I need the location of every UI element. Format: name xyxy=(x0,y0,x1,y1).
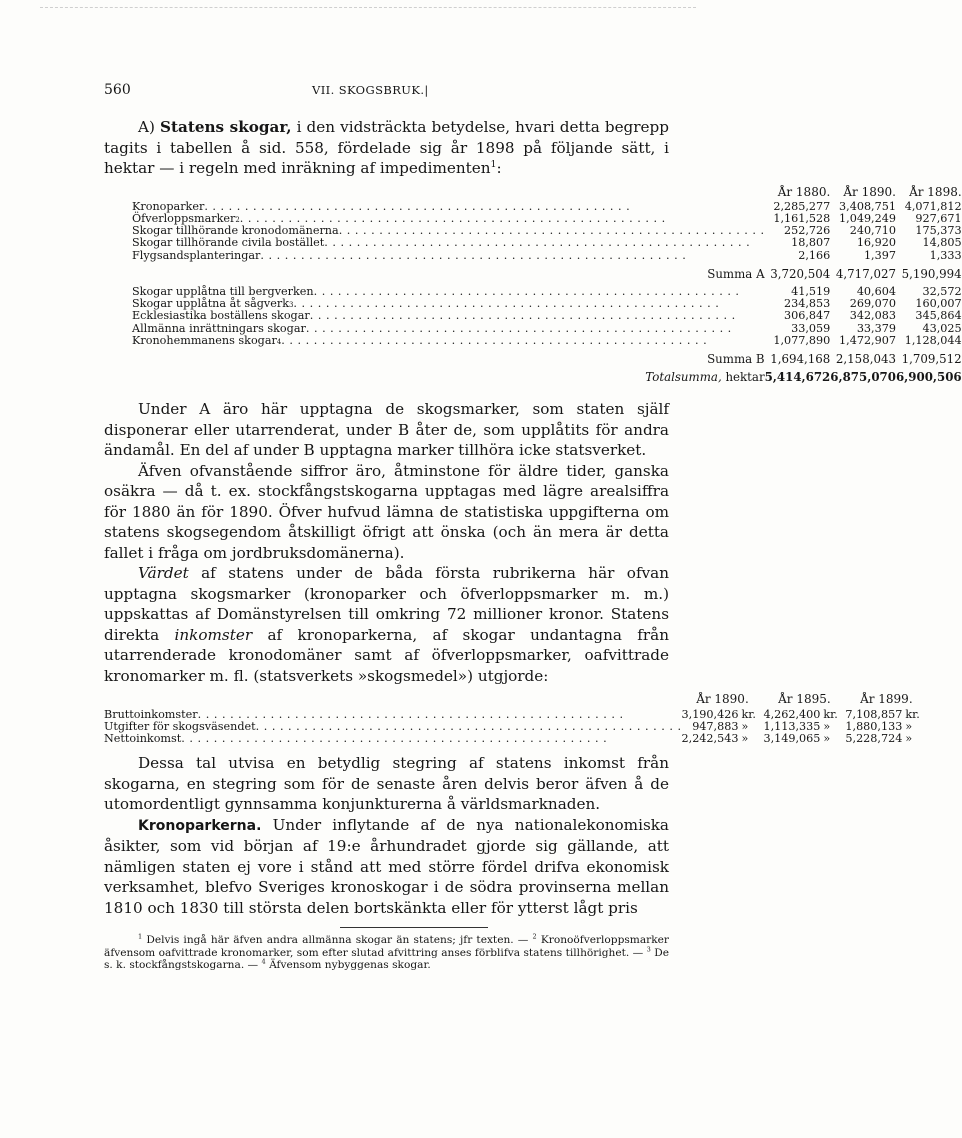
sum-b-row: Summa B 1,694,168 2,158,043 1,709,512 xyxy=(707,351,962,366)
row-label: Skogar upplåtna åt sågverk xyxy=(132,297,289,311)
income-table xyxy=(104,689,927,745)
leader-dots xyxy=(281,335,764,347)
table-cell: 160,007 xyxy=(915,297,962,311)
paragraph-5: Kronoparkerna. Under inflytande af de nya nationalekonomiska åsikter, som vid början af 19:e århundradet gjorde sig gällande, att nämligen staten ej vore i stånd att med större fördel drifva ekonomisk verksamhet, blefvo Sveriges kronoskogar i de södra provinserna mellan 1810 och 1830 till största delen bortskänkta eller för ytterst lågt pris xyxy=(104,815,669,917)
table-cell: 33,059 xyxy=(791,321,831,335)
row-label: Allmänna inrättningars skogar xyxy=(132,321,306,335)
table-cell: 43,025 xyxy=(922,321,962,335)
col-header: År 1899. xyxy=(860,692,913,707)
table-cell: 1,077,890 xyxy=(773,333,831,347)
table-cell: 3,149,065 » xyxy=(763,733,845,745)
total-row: Totalsumma, hektar 5,414,672 6,875,070 6,900,506 xyxy=(645,370,962,385)
row-label: Kronohemmanens skogar xyxy=(132,333,277,347)
table-cell: 32,572 xyxy=(922,284,962,298)
unit-label: » xyxy=(823,719,831,733)
leader-dots xyxy=(181,733,681,745)
leader-dots xyxy=(198,709,682,721)
table-cell: 345,864 xyxy=(915,309,962,323)
footnote-ref-1: 1 xyxy=(490,158,497,170)
table-cell: 7,108,857 kr. xyxy=(845,709,927,721)
page xyxy=(104,82,962,972)
intro-paragraph: A) Statens skogar, i den vidsträckta betydelse, hvari detta begrepp tagits i tabellen å sid. 558, fördelade sig år 1898 på följande sätt, i hektar — i regeln med inräkning af impedimenten$^1$: xyxy=(104,118,669,177)
row-label: Skogar tillhörande kronodomänerna xyxy=(132,224,339,238)
table-cell: 175,373 xyxy=(915,224,962,238)
intro-heading: Statens skogar, xyxy=(160,118,292,136)
col-header: År 1898. xyxy=(909,184,962,199)
page-header xyxy=(104,82,669,104)
table-cell: 2,285,277 xyxy=(773,199,831,213)
row-label: Öfverloppsmarker xyxy=(132,211,236,225)
table-row: Kronohemmanens skogar 4 . . . 1,077,890 1,472,907 1,128,044 xyxy=(132,335,962,347)
table-cell: 342,083 xyxy=(849,309,896,323)
table-cell: 1,161,528 xyxy=(773,211,831,225)
table-cell: 33,379 xyxy=(856,321,896,335)
table-cell: 5,228,724 » xyxy=(845,733,927,745)
row-label: Utgifter för skogsväsendet xyxy=(104,719,256,733)
table-cell: 306,847 xyxy=(784,309,831,323)
table-cell: 2,242,543 » xyxy=(682,733,764,745)
table-cell: 14,805 xyxy=(922,236,962,250)
unit-label: » xyxy=(741,719,749,733)
row-label: Flygsandsplanteringar xyxy=(132,248,261,262)
table-cell: 1,049,249 xyxy=(839,211,896,225)
forest-area-table xyxy=(132,182,962,384)
table-cell: 16,920 xyxy=(856,236,896,250)
table-header-row xyxy=(132,182,962,201)
page-number: 560 xyxy=(104,82,131,98)
table-row xyxy=(104,733,927,745)
table-row xyxy=(132,237,962,249)
unit-label: » xyxy=(823,731,831,745)
section-heading: Kronoparkerna. xyxy=(138,817,262,834)
unit-label: kr. xyxy=(741,707,756,721)
table-cell: 947,883 » xyxy=(682,721,764,733)
paragraph-2: Äfven ofvanstående siffror äro, åtminstone för äldre tider, ganska osäkra — då t. ex. stockfångstskogarna upptagas med lägre arealsiffra för 1880 än för 1890. Öfver hufvud lämna de statistiska uppgifterna om statens skogsegendom åtskilligt öfrigt att önska (och än mera är detta fallet i fråga om jordbruksdomänerna). xyxy=(104,461,669,562)
row-label: Kronoparker xyxy=(132,199,205,213)
table-cell: 234,853 xyxy=(784,297,831,311)
paragraph-3: Värdet af statens under de båda första rubrikerna här ofvan upptagna skogsmarker (kronoparker och öfverloppsmarker m. m.) uppskattas af Domänstyrelsen till omkring 72 millioner kronor. Statens direkta inkomster af kronoparkerna, af skogar undantagna från utarrenderade kronodomäner samt af öfverloppsmarker, oafvittrade kronomarker m. fl. (statsverkets »skogsmedel») utgjorde: xyxy=(104,564,669,685)
footnote-rule xyxy=(340,927,488,928)
table-cell: 1,472,907 xyxy=(839,333,896,347)
unit-label: » xyxy=(905,719,913,733)
table-cell: 240,710 xyxy=(849,224,896,238)
table-row xyxy=(132,250,962,262)
leader-dots xyxy=(260,250,764,262)
income-rows xyxy=(104,709,927,746)
leader-dots xyxy=(310,310,765,322)
col-header: År 1890. xyxy=(696,692,749,707)
row-label: Bruttoinkomster xyxy=(104,707,198,721)
table-cell: 4,262,400 kr. xyxy=(763,709,845,721)
table-cell: 40,604 xyxy=(856,284,896,298)
col-header: År 1880. xyxy=(777,184,831,199)
table-cell: 3,190,426 kr. xyxy=(682,709,764,721)
unit-label: » xyxy=(905,731,913,745)
col-header: År 1895. xyxy=(778,692,831,707)
table-cell: 252,726 xyxy=(784,224,831,238)
table-cell: 1,333 xyxy=(929,248,962,262)
table-cell: 2,166 xyxy=(798,248,831,262)
group-a-rows xyxy=(132,201,962,262)
table-cell: 3,408,751 xyxy=(839,199,896,213)
table-cell: 4,071,812 xyxy=(904,199,962,213)
table-cell: 18,807 xyxy=(791,236,831,250)
leader-dots xyxy=(306,323,765,335)
table-cell: 41,519 xyxy=(791,284,831,298)
row-label: Skogar tillhörande civila bostället xyxy=(132,236,325,250)
row-label: Ecklesiastika boställens skogar xyxy=(132,309,310,323)
footnotes: $^1$ Delvis ingå här äfven andra allmänna skogar än statens; jfr texten. — $^2$ Kronoöfverloppsmarker äfvensom oafvittrade kronomarker, som efter slutad afvittring anses förblifva statens tillhörighet. — $^3$ De s. k. stockfångstskogarna. — $^4$ Äfvensom nybyggenas skogar. xyxy=(104,932,669,972)
table-row xyxy=(132,310,962,322)
table-row: Öfverloppsmarker 2 . . . 1,161,528 1,049,249 927,671 xyxy=(132,213,962,225)
paragraph-1: Under A äro här upptagna de skogsmarker, som staten själf disponerar eller utarrenderat, under B åter de, som upplåtits för andra ändamål. En del af under B upptagna marker tillhöra icke statsverket. xyxy=(104,400,669,460)
table-cell: 927,671 xyxy=(915,211,962,225)
table-cell: 1,397 xyxy=(863,248,896,262)
col-header: År 1890. xyxy=(843,184,896,199)
row-label: Nettoinkomst xyxy=(104,731,182,745)
table-cell: 1,113,335 » xyxy=(763,721,845,733)
table-cell: 1,880,133 » xyxy=(845,721,927,733)
leader-dots xyxy=(324,237,764,249)
unit-label: » xyxy=(741,731,749,745)
unit-label: kr. xyxy=(823,707,838,721)
table-cell: 1,128,044 xyxy=(904,333,962,347)
table-row xyxy=(132,323,962,335)
paragraph-4: Dessa tal utvisa en betydlig stegring af statens inkomst från skogarna, en stegring som för de senaste åren delvis beror äfven å de utomordentligt gynnsamma konjunkturerna å världsmarknaden. xyxy=(104,754,669,814)
sum-a-row: Summa A 3,720,504 4,717,027 5,190,994 xyxy=(707,266,962,281)
row-label: Skogar upplåtna till bergverken xyxy=(132,284,314,298)
scan-edge-line xyxy=(40,7,696,8)
table-row: Skogar upplåtna åt sågverk 3 . . . 234,853 269,070 160,007 xyxy=(132,298,962,310)
unit-label: kr. xyxy=(905,707,920,721)
table-header-row xyxy=(104,689,927,708)
group-b-rows xyxy=(132,286,962,347)
table-cell: 269,070 xyxy=(849,297,896,311)
running-title: VII. SKOGSBRUK.| xyxy=(312,83,429,97)
